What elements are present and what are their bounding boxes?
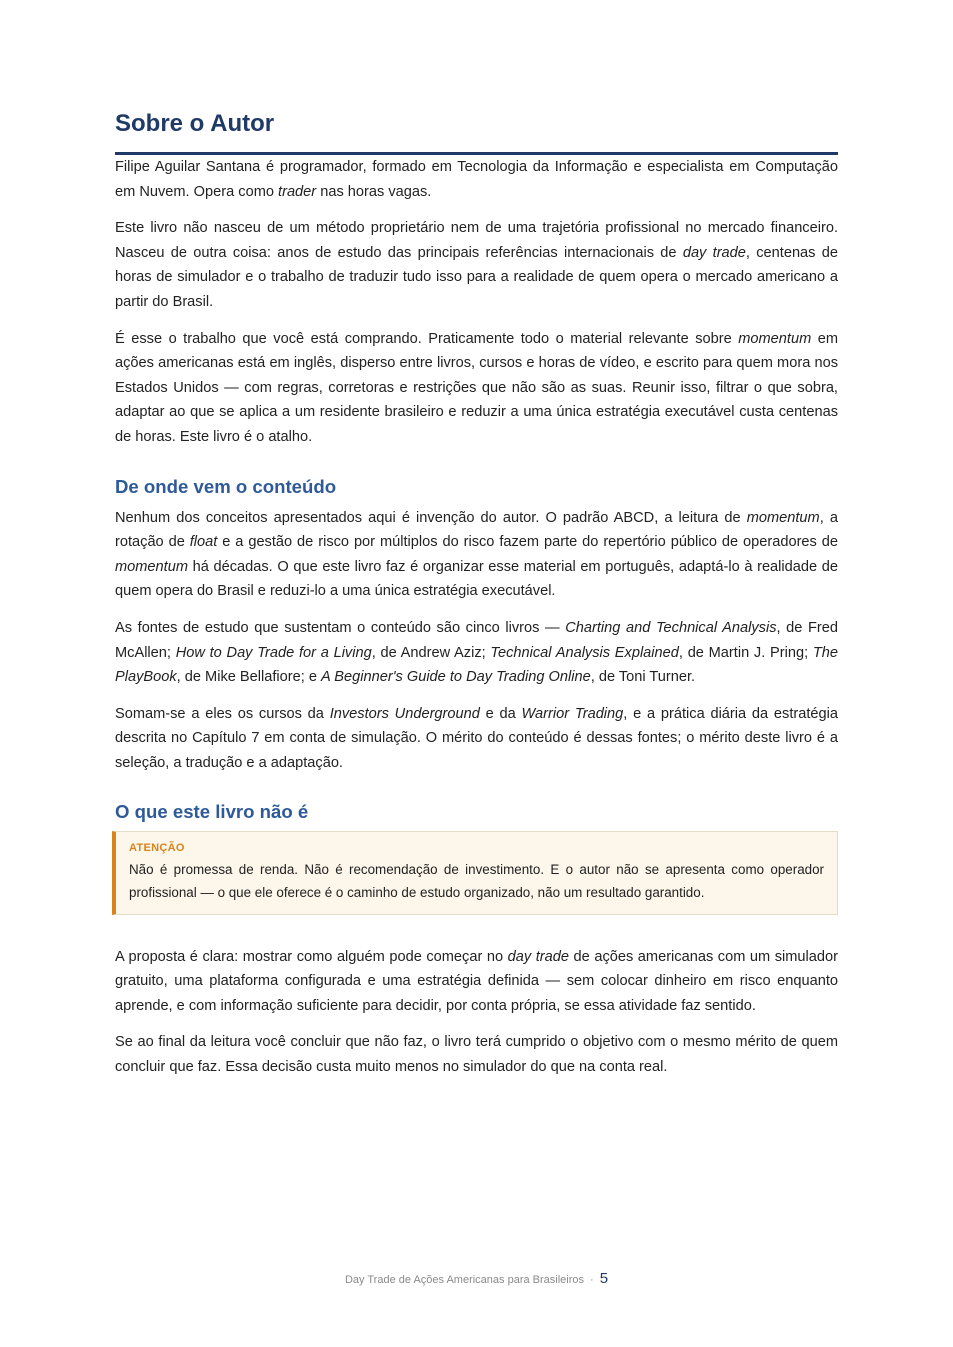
italic-term: momentum	[746, 509, 820, 526]
page-footer	[0, 1270, 953, 1287]
italic-term: day trade	[507, 948, 569, 965]
page-content	[115, 110, 838, 1092]
page-number: 5	[599, 1270, 609, 1287]
italic-term: Warrior Trading	[521, 705, 624, 722]
section-heading-what-book-is-not: O que este livro não é	[115, 801, 309, 823]
page-title: Sobre o Autor	[115, 110, 838, 155]
section-paragraph: A proposta é clara: mostrar como alguém pode começar no day trade de ações americanas com um simulador gratuito, uma plataforma configurada e uma estratégia definida — sem colocar dinheiro em risco enquanto aprende, e com informação suficiente para decidir, por conta própria, se essa atividade faz sentido.	[115, 948, 838, 1014]
italic-term: How to Day Trade for a Living	[175, 644, 372, 661]
italic-term: float	[189, 534, 218, 551]
warning-label: ATENÇÃO	[129, 842, 185, 855]
italic-term: momentum	[115, 558, 188, 575]
section-paragraph: As fontes de estudo que sustentam o conteúdo são cinco livros — Charting and Technical Analysis, de Fred McAllen; How to Day Trade for a Living, de Andrew Aziz; Technical Analysis Explained, de Martin J. Pring; The PlayBook, de Mike Bellafiore; e A Beginner's Guide to Day Trading Online, de Toni Turner.	[115, 619, 839, 686]
section-paragraph: Se ao final da leitura você concluir que não faz, o livro terá cumprido o objetivo com o mesmo mérito de quem concluir que faz. Essa decisão custa muito menos no simulador do que na conta real.	[115, 1034, 838, 1076]
intro-paragraph: É esse o trabalho que você está comprando. Praticamente todo o material relevante sobre momentum em ações americanas está em inglês, disperso entre livros, cursos e horas de vídeo, e escrito para quem mora nos Estados Unidos — com regras, corretoras e restrições que não são as suas. Reunir isso, filtrar o que sobra, adaptar ao que se aplica a um residente brasileiro e reduzir a uma única estratégia executável custa centenas de horas. Este livro é o atalho.	[115, 330, 839, 445]
warning-callout	[112, 831, 838, 914]
italic-term: A Beginner's Guide to Day Trading Online	[321, 669, 591, 686]
section-heading-content-origin: De onde vem o conteúdo	[115, 475, 337, 497]
italic-term: trader	[278, 183, 317, 200]
italic-term: Charting and Technical Analysis	[565, 619, 777, 636]
intro-paragraph: Filipe Aguilar Santana é programador, formado em Tecnologia da Informação e especialista em Computação em Nuvem. Opera como trader nas horas vagas.	[115, 159, 838, 200]
footer-separator: ·	[590, 1274, 594, 1286]
section-paragraph: Somam-se a eles os cursos da Investors Underground e da Warrior Trading, e a prática diária da estratégia descrita no Capítulo 7 em conta de simulação. O mérito do conteúdo é dessas fontes; o mérito deste livro é a seleção, a tradução e a adaptação.	[115, 705, 839, 771]
italic-term: The PlayBook	[115, 644, 839, 686]
italic-term: momentum	[738, 330, 812, 347]
section-paragraph: Nenhum dos conceitos apresentados aqui é invenção do autor. O padrão ABCD, a leitura de momentum, a rotação de float e a gestão de risco por múltiplos do risco fazem parte do repertório público de operadores de momentum há décadas. O que este livro faz é organizar esse material em português, adaptá-lo à realidade de quem opera do Brasil e reduzi-lo a uma única estratégia executável.	[115, 509, 838, 600]
footer-book-title: Day Trade de Ações Americanas para Brasileiros	[344, 1274, 585, 1286]
italic-term: day trade	[682, 244, 746, 261]
italic-term: Technical Analysis Explained	[490, 644, 679, 661]
italic-term: Investors Underground	[329, 705, 480, 722]
warning-text: Não é promessa de renda. Não é recomendação de investimento. E o autor não se apresenta como operador profissional — o que ele oferece é o caminho de estudo organizado, não um resultado garantido.	[129, 862, 824, 901]
intro-paragraph: Este livro não nasceu de um método proprietário nem de uma trajetória profissional no mercado financeiro. Nasceu de outra coisa: anos de estudo das principais referências internacionais de day trade, centenas de horas de simulador e o trabalho de traduzir tudo isso para a realidade de quem opera o mercado americano a partir do Brasil.	[115, 220, 838, 310]
